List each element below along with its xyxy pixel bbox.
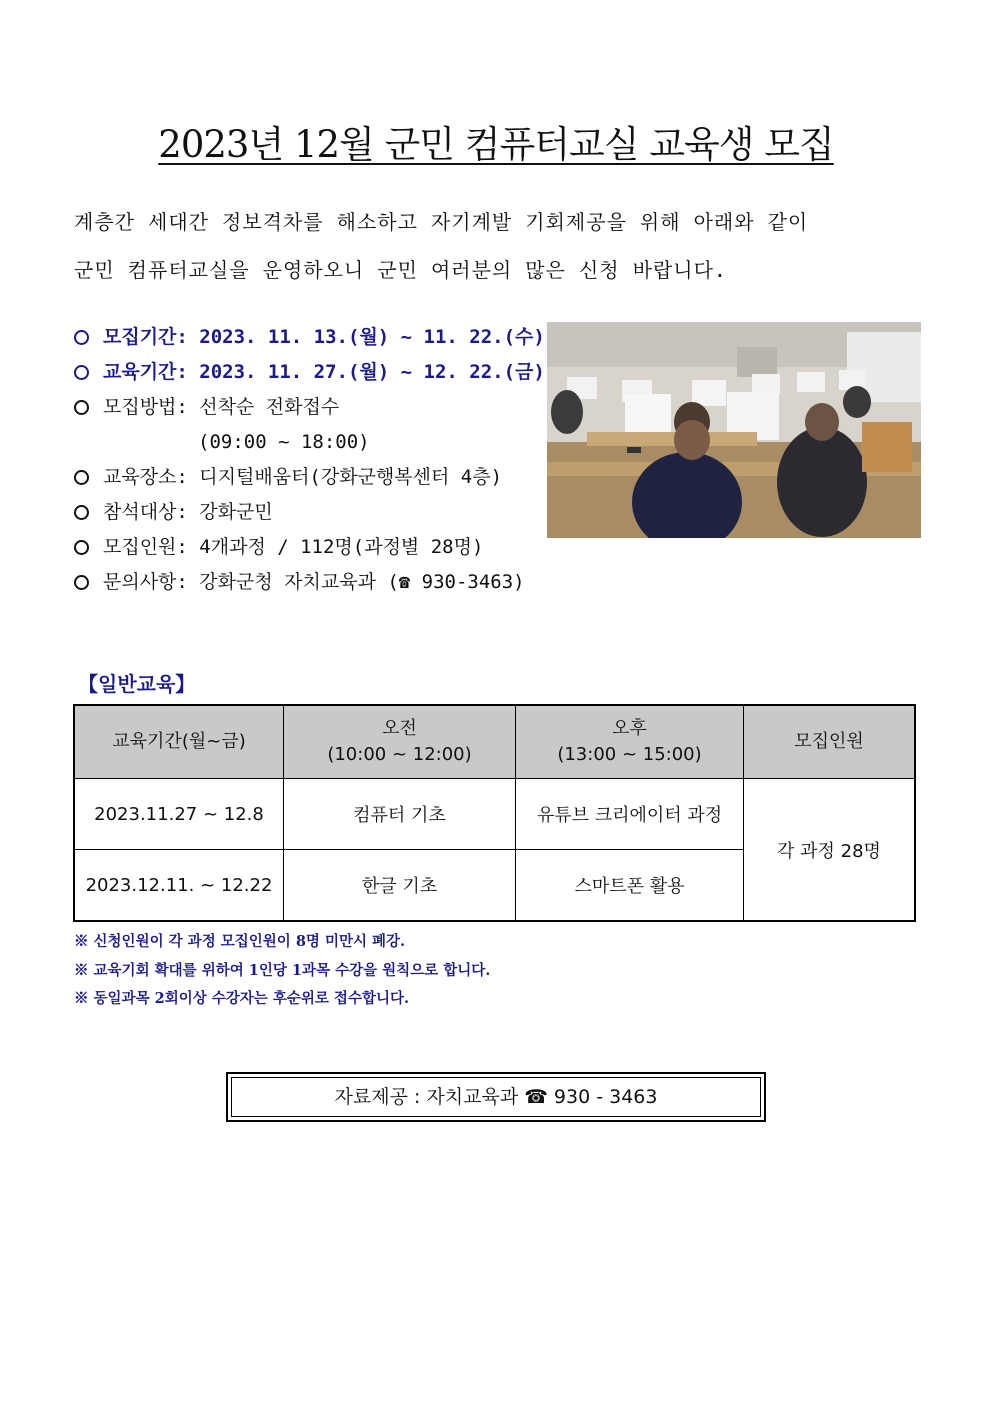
circle-bullet-icon	[74, 575, 89, 590]
circle-bullet-icon	[74, 365, 89, 380]
circle-bullet-icon	[74, 470, 89, 485]
classroom-photo	[547, 322, 921, 538]
header-capacity: 모집인원	[744, 705, 916, 779]
note-item: ※ 동일과목 2회이상 수강자는 후순위로 접수합니다.	[74, 990, 410, 1007]
schedule-table	[73, 704, 916, 922]
source-box	[226, 1072, 766, 1122]
circle-bullet-icon	[74, 330, 89, 345]
header-period: 교육기간(월~금)	[74, 705, 284, 779]
cell-pm-course: 스마트폰 활용	[516, 850, 744, 922]
table-header-row	[74, 705, 915, 779]
header-pm-label: 오후	[612, 718, 647, 739]
info-edu-period: 교육기간: 2023. 11. 27.(월) ~ 12. 22.(금)	[74, 355, 554, 390]
cell-am-course: 한글 기초	[284, 850, 516, 922]
info-target: 참석대상: 강화군민	[74, 495, 554, 530]
info-capacity: 모집인원: 4개과정 / 112명(과정별 28명)	[74, 530, 554, 565]
cell-am-course: 컴퓨터 기초	[284, 779, 516, 850]
circle-bullet-icon	[74, 400, 89, 415]
info-contact: 문의사항: 강화군청 자치교육과 (☎ 930-3463)	[74, 565, 554, 600]
info-place: 교육장소: 디지털배움터(강화군행복센터 4층)	[74, 460, 554, 495]
classroom-photo-illustration	[547, 322, 921, 538]
circle-bullet-icon	[74, 540, 89, 555]
header-am-label: 오전	[382, 718, 417, 739]
table-row	[74, 779, 915, 850]
notes-list	[74, 928, 490, 1014]
cell-capacity: 각 과정 28명	[744, 779, 916, 922]
cell-period: 2023.11.27 ~ 12.8	[74, 779, 284, 850]
intro-paragraph	[74, 198, 924, 294]
info-method: 모집방법: 선착순 전화접수	[74, 390, 554, 425]
cell-pm-course: 유튜브 크리에이터 과정	[516, 779, 744, 850]
header-am	[284, 705, 516, 779]
note-item: ※ 신청인원이 각 과정 모집인원이 8명 미만시 폐강.	[74, 933, 406, 950]
cell-period: 2023.12.11. ~ 12.22	[74, 850, 284, 922]
circle-bullet-icon	[74, 505, 89, 520]
note-item: ※ 교육기회 확대를 위하여 1인당 1과목 수강을 원칙으로 합니다.	[74, 961, 491, 979]
section-label-general: 【일반교육】	[78, 672, 196, 696]
page-title: 2023년 12월 군민 컴퓨터교실 교육생 모집	[158, 123, 834, 166]
intro-line: 계층간 세대간 정보격차를 해소하고 자기계발 기회제공을 위해 아래와 같이	[74, 210, 809, 234]
header-pm	[516, 705, 744, 779]
info-list	[74, 320, 554, 600]
header-am-time: (10:00 ~ 12:00)	[327, 744, 472, 765]
header-pm-time: (13:00 ~ 15:00)	[557, 744, 702, 765]
info-method-hours: (09:00 ~ 18:00)	[198, 431, 370, 453]
source-text: 자료제공 : 자치교육과 ☎ 930 - 3463	[231, 1077, 761, 1117]
info-recruit-period: 모집기간: 2023. 11. 13.(월) ~ 11. 22.(수)	[74, 320, 554, 355]
intro-line: 군민 컴퓨터교실을 운영하오니 군민 여러분의 많은 신청 바랍니다.	[74, 258, 727, 282]
